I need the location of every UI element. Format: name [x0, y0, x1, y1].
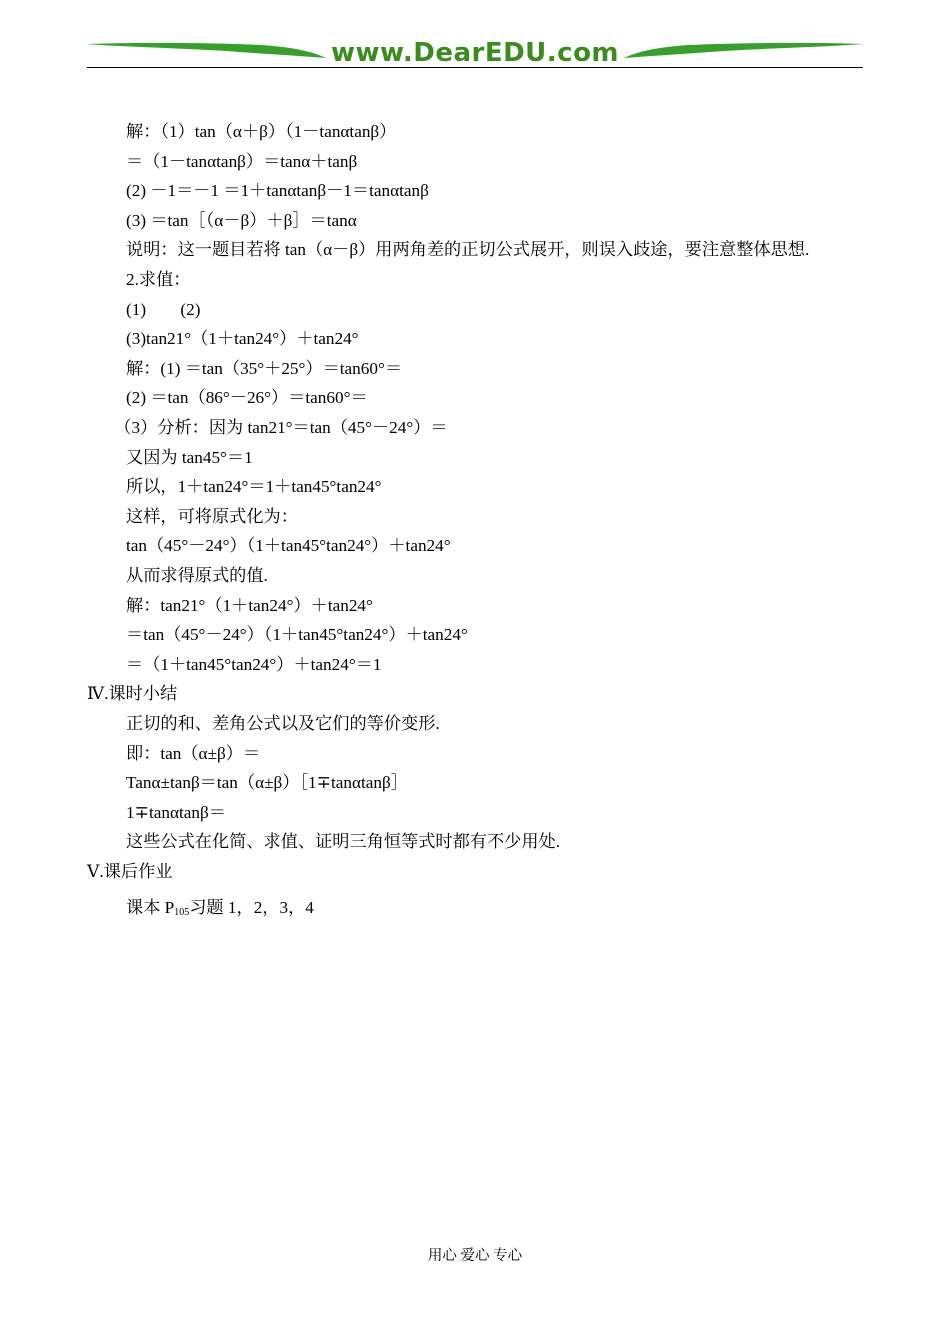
text-line: 正切的和、差角公式以及它们的等价变形. — [126, 714, 440, 733]
page-footer: 用心 爱心 专心 — [427, 1248, 523, 1264]
text-line: (3) ＝tan［（α－β）＋β］＝tanα — [126, 210, 357, 230]
text-line: ＝（1－tanαtanβ）＝tanα＋tanβ — [126, 151, 358, 171]
text-line: ＝tan（45°－24°）（1＋tan45°tan24°）＋tan24° — [126, 625, 468, 645]
text-line: 这样，可将原式化为： — [126, 506, 298, 526]
text-line: Tanα±tanβ＝tan（α±β）［1∓tanαtanβ］ — [126, 773, 408, 793]
text-line: ＝（1＋tan45°tan24°）＋tan24°＝1 — [126, 654, 382, 674]
text-line: 解：tan21°（1＋tan24°）＋tan24° — [126, 595, 373, 615]
text-line: Ⅴ.课后作业 — [87, 862, 173, 881]
homework-line — [126, 898, 314, 923]
text-line: 解：（1）tan（α＋β）（1－tanαtanβ） — [126, 122, 397, 141]
homework-prefix: 课本 P — [126, 898, 175, 917]
text-line: 这些公式在化简、求值、证明三角恒等式时都有不少用处. — [126, 832, 560, 852]
text-line: 1∓tanαtanβ＝ — [126, 802, 226, 822]
homework-suffix: 习题 1，2，3，4 — [189, 898, 314, 917]
text-line: 所以，1＋tan24°＝1＋tan45°tan24° — [126, 477, 382, 497]
text-line: 解：(1) ＝tan（35°＋25°）＝tan60°＝ — [126, 358, 403, 378]
text-line: (3)tan21°（1＋tan24°）＋tan24° — [126, 329, 359, 349]
text-line: (2) ＝tan（86°－26°）＝tan60°＝ — [126, 388, 368, 408]
homework-page-subscript: 105 — [174, 907, 190, 918]
text-line: 2.求值： — [126, 270, 191, 289]
text-line: tan（45°－24°）（1＋tan45°tan24°）＋tan24° — [126, 536, 451, 556]
site-logo-text: www.DearEDU.com — [330, 38, 620, 68]
text-line: 即：tan（α±β）＝ — [126, 743, 261, 763]
text-line: 又因为 tan45°＝1 — [126, 447, 253, 467]
text-line: Ⅳ.课时小结 — [87, 684, 178, 704]
text-line: (2) －1＝－1 ＝1＋tanαtanβ－1＝tanαtanβ — [126, 181, 429, 201]
site-header — [86, 36, 864, 70]
text-line: （3）分析：因为 tan21°＝tan（45°－24°）＝ — [114, 418, 448, 437]
text-line: 说明：这一题目若将 tan（α－β）用两角差的正切公式展开，则误入歧途，要注意整体思想. — [126, 240, 810, 260]
text-line: (1) (2) — [126, 299, 201, 319]
header-rule — [87, 67, 863, 68]
text-line: 从而求得原式的值. — [126, 566, 268, 585]
